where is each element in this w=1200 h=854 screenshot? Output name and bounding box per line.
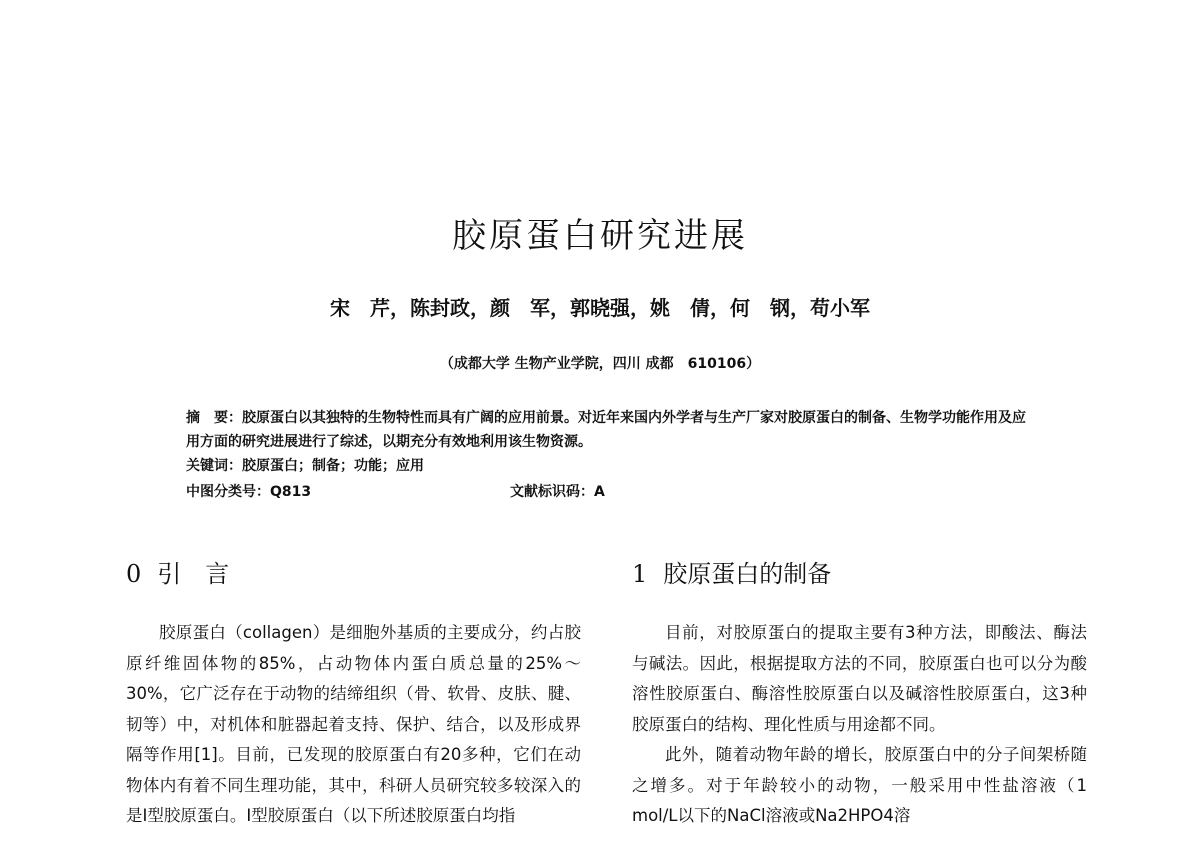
author-list: 宋 芹，陈封政，颜 军，郭晓强，姚 倩，何 钢，苟小军 — [330, 296, 870, 320]
affiliation: （成都大学 生物产业学院，四川 成都 610106） — [439, 356, 761, 372]
section-heading-intro — [126, 558, 581, 618]
preparation-paragraph-2: 此外，随着动物年龄的增长，胶原蛋白中的分子间架桥随之增多。对于年龄较小的动物，一般采用中性盐溶液（1 mol/L以下的NaCl溶液或Na2HPO4溶 — [632, 745, 1087, 825]
intro-paragraph: 胶原蛋白（collagen）是细胞外基质的主要成分，约占胶原纤维固体物的85%，占动物体内蛋白质总量的25%～30%，它广泛存在于动物的结缔组织（骨、软骨、皮肤、腱、韧等）中，对机体和脏器起着支持、保护、结合，以及形成界隔等作用[1]。目前，已发现的胶原蛋白有20多种，它们在动物体内有着不同生理功能，其中，科研人员研究较多较深入的是Ⅰ型胶原蛋白。Ⅰ型胶原蛋白（以下所述胶原蛋白均指 — [126, 623, 581, 825]
abstract-block — [186, 406, 1036, 504]
preparation-paragraph-1: 目前，对胶原蛋白的提取主要有3种方法，即酸法、酶法与碱法。因此，根据提取方法的不同，胶原蛋白也可以分为酸溶性胶原蛋白、酶溶性胶原蛋白以及碱溶性胶原蛋白，这3种胶原蛋白的结构、理化性质与用途都不同。 — [632, 623, 1087, 734]
section-heading-preparation — [632, 558, 1087, 618]
page-title: 胶原蛋白研究进展 — [452, 216, 748, 256]
document-code: 文献标识码：A — [510, 484, 605, 500]
section-title: 引 言 — [157, 560, 230, 588]
abstract-text: 摘 要：胶原蛋白以其独特的生物特性而具有广阔的应用前景。对近年来国内外学者与生产厂家对胶原蛋白的制备、生物学功能作用及应用方面的研究进展进行了综述，以期充分有效地利用该生物资源。 — [186, 410, 1026, 450]
section-number: 1 — [632, 560, 648, 588]
section-title: 胶原蛋白的制备 — [663, 560, 832, 588]
keywords: 关键词：胶原蛋白；制备；功能；应用 — [186, 458, 424, 474]
left-column — [126, 558, 581, 832]
right-column — [632, 558, 1087, 832]
clc-number: 中图分类号：Q813 — [186, 484, 312, 500]
section-number: 0 — [126, 560, 142, 588]
classification-row — [186, 480, 1036, 504]
